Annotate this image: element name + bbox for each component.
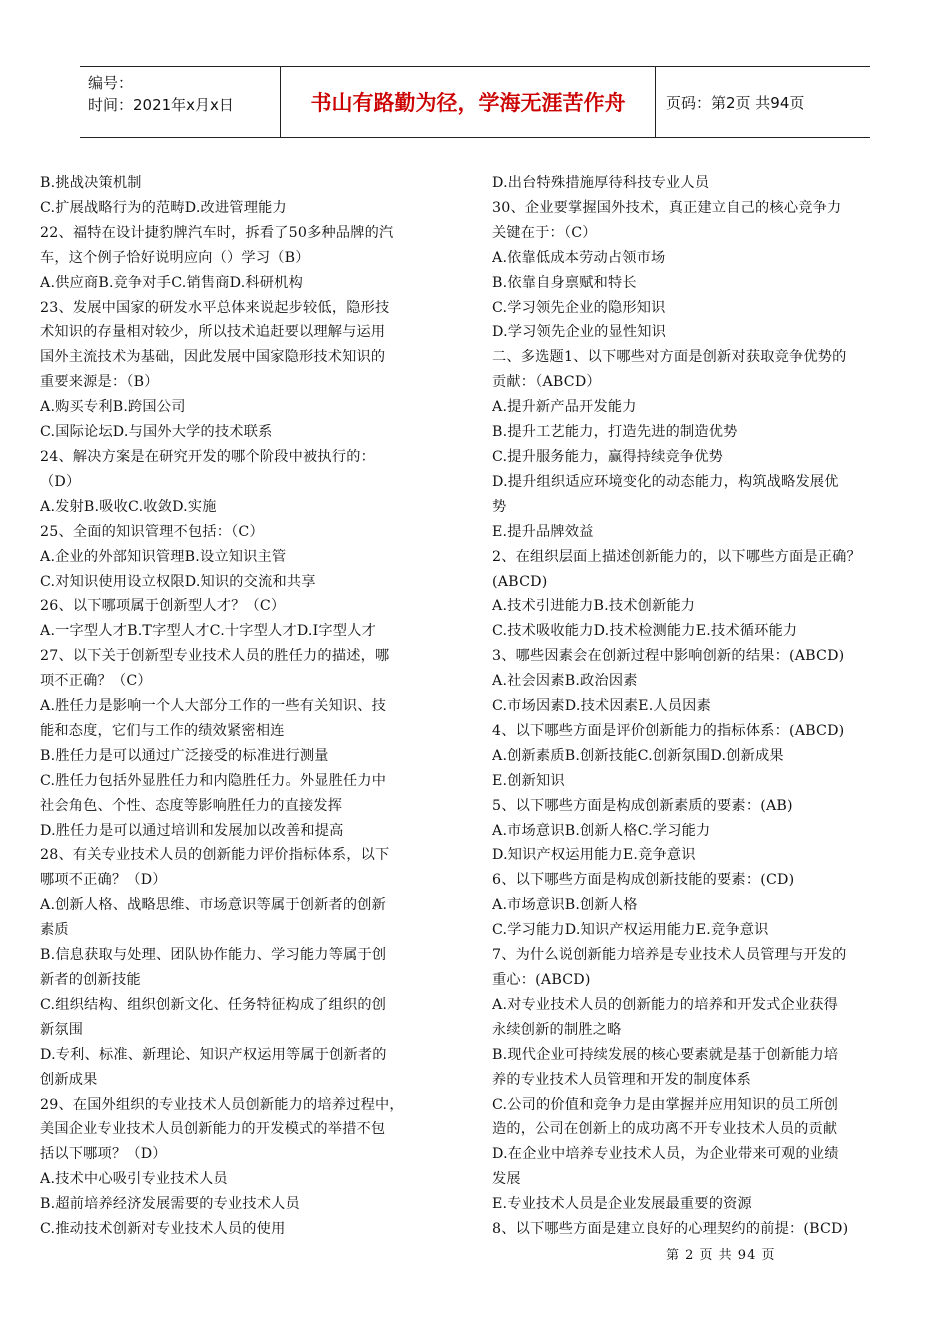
header-page-info bbox=[656, 67, 870, 137]
text-line: 5、以下哪些方面是构成创新素质的要素：(AB) bbox=[492, 797, 793, 814]
text-line: 3、哪些因素会在创新过程中影响创新的结果：(ABCD) bbox=[492, 648, 845, 665]
header-motto: 书山有路勤为径，学海无涯苦作舟 bbox=[310, 91, 626, 115]
text-line: 28、有关专业技术人员的创新能力评价指标体系，以下 bbox=[40, 847, 390, 864]
text-line: 7、为什么说创新能力培养是专业技术人员管理与开发的 bbox=[492, 947, 847, 964]
text-line: B.信息获取与处理、团队协作能力、学习能力等属于创 bbox=[40, 947, 387, 964]
text-line: D.胜任力是可以通过培训和发展加以改善和提高 bbox=[40, 822, 344, 839]
doc-number-label: 编号： bbox=[88, 74, 134, 92]
text-line: A.技术引进能力B.技术创新能力 bbox=[492, 598, 696, 615]
header-motto-cell bbox=[280, 67, 656, 137]
text-line: 6、以下哪些方面是构成创新技能的要素：(CD) bbox=[492, 872, 795, 889]
text-line: A.提升新产品开发能力 bbox=[492, 399, 637, 416]
header-info bbox=[80, 67, 280, 137]
text-line: C.市场因素D.技术因素E.人员因素 bbox=[492, 698, 711, 715]
page-header bbox=[80, 66, 870, 138]
right-column bbox=[492, 171, 914, 1242]
text-line: 创新成果 bbox=[40, 1071, 98, 1088]
page-footer: 第 2 页 共 94 页 bbox=[666, 1248, 776, 1263]
text-line: A.一字型人才B.T字型人才C.十字型人才D.I字型人才 bbox=[40, 623, 376, 640]
text-line: 势 bbox=[492, 498, 507, 515]
text-line: 8、以下哪些方面是建立良好的心理契约的前提：(BCD) bbox=[492, 1221, 849, 1238]
text-line: 贡献：（ABCD） bbox=[492, 374, 601, 391]
text-line: 哪项不正确？（D） bbox=[40, 872, 167, 889]
text-line: B.挑战决策机制 bbox=[40, 175, 142, 191]
text-line: 永续创新的制胜之略 bbox=[492, 1021, 622, 1038]
text-line: E.提升品牌效益 bbox=[492, 523, 594, 540]
text-line: A.胜任力是影响一个人大部分工作的一些有关知识、技 bbox=[40, 698, 387, 715]
text-line: （D） bbox=[40, 473, 81, 490]
text-line: 二、多选题1、以下哪些对方面是创新对获取竞争优势的 bbox=[492, 349, 847, 366]
text-line: 重要来源是：（B） bbox=[40, 374, 159, 391]
text-line: 24、解决方案是在研究开发的哪个阶段中被执行的： bbox=[40, 448, 375, 465]
text-line: 25、全面的知识管理不包括：（C） bbox=[40, 523, 264, 540]
text-line: A.发射B.吸收C.收敛D.实施 bbox=[40, 498, 217, 515]
text-line: C.扩展战略行为的范畴D.改进管理能力 bbox=[40, 199, 287, 216]
text-line: 重心：(ABCD) bbox=[492, 972, 591, 988]
text-line: 国外主流技术为基础，因此发展中国家隐形技术知识的 bbox=[40, 349, 386, 366]
text-line: 2、在组织层面上描述创新能力的，以下哪些方面是正确？ bbox=[492, 548, 861, 565]
text-line: 车，这个例子恰好说明应向（）学习（B） bbox=[40, 249, 310, 266]
text-line: 社会角色、个性、态度等影响胜任力的直接发挥 bbox=[40, 797, 343, 814]
text-line: 4、以下哪些方面是评价创新能力的指标体系：(ABCD) bbox=[492, 722, 845, 739]
text-line: 27、以下关于创新型专业技术人员的胜任力的描述，哪 bbox=[40, 648, 390, 665]
text-line: C.胜任力包括外显胜任力和内隐胜任力。外显胜任力中 bbox=[40, 772, 387, 789]
text-line: A.企业的外部知识管理B.设立知识主管 bbox=[40, 548, 287, 565]
text-line: A.市场意识B.创新人格C.学习能力 bbox=[492, 822, 711, 839]
doc-time-label: 时间：2021年x月x日 bbox=[88, 96, 234, 114]
text-line: A.对专业技术人员的创新能力的培养和开发式企业获得 bbox=[492, 996, 839, 1013]
text-line: 养的专业技术人员管理和开发的制度体系 bbox=[492, 1071, 751, 1088]
text-line: C.学习领先企业的隐形知识 bbox=[492, 299, 666, 316]
text-line: 素质 bbox=[40, 922, 69, 939]
text-line: 能和态度，它们与工作的绩效紧密相连 bbox=[40, 722, 285, 739]
text-line: A.依靠低成本劳动占领市场 bbox=[492, 249, 666, 266]
text-line: C.推动技术创新对专业技术人员的使用 bbox=[40, 1221, 286, 1238]
text-line: D.学习领先企业的显性知识 bbox=[492, 324, 667, 341]
text-line: 23、发展中国家的研发水平总体来说起步较低，隐形技 bbox=[40, 299, 390, 316]
text-line: (ABCD) bbox=[492, 573, 548, 590]
text-line: A.技术中心吸引专业技术人员 bbox=[40, 1171, 228, 1188]
text-line: D.专利、标准、新理论、知识产权运用等属于创新者的 bbox=[40, 1046, 387, 1063]
text-line: D.提升组织适应环境变化的动态能力，构筑战略发展优 bbox=[492, 473, 839, 490]
text-line: B.提升工艺能力，打造先进的制造优势 bbox=[492, 424, 738, 441]
text-line: 26、以下哪项属于创新型人才？（C） bbox=[40, 598, 286, 615]
text-line: 括以下哪项？（D） bbox=[40, 1146, 167, 1163]
text-line: E.创新知识 bbox=[492, 772, 565, 789]
text-line: B.胜任力是可以通过广泛接受的标准进行测量 bbox=[40, 747, 329, 764]
text-line: 术知识的存量相对较少，所以技术追赶要以理解与运用 bbox=[40, 324, 386, 341]
text-line: 项不正确？（C） bbox=[40, 673, 152, 690]
text-line: 新氛围 bbox=[40, 1021, 84, 1038]
text-line: C.学习能力D.知识产权运用能力E.竞争意识 bbox=[492, 922, 769, 939]
text-line: B.依靠自身禀赋和特长 bbox=[492, 274, 637, 291]
text-line: B.现代企业可持续发展的核心要素就是基于创新能力培 bbox=[492, 1046, 839, 1063]
text-line: 22、福特在设计捷豹牌汽车时，拆看了50多种品牌的汽 bbox=[40, 224, 394, 241]
text-line: 新者的创新技能 bbox=[40, 972, 141, 988]
text-line: C.对知识使用设立权限D.知识的交流和共享 bbox=[40, 573, 316, 590]
text-line: A.社会因素B.政治因素 bbox=[492, 673, 638, 690]
text-line: 发展 bbox=[492, 1171, 521, 1188]
text-line: D.知识产权运用能力E.竞争意识 bbox=[492, 847, 696, 864]
text-line: 美国企业专业技术人员创新能力的开发模式的举措不包 bbox=[40, 1121, 386, 1138]
text-line: 关键在于：（C） bbox=[492, 224, 597, 241]
header-page-label: 页码：第2页 共94页 bbox=[666, 93, 805, 112]
text-line: C.组织结构、组织创新文化、任务特征构成了组织的创 bbox=[40, 996, 387, 1013]
text-line: D.出台特殊措施厚待科技专业人员 bbox=[492, 175, 710, 191]
text-line: A.创新人格、战略思维、市场意识等属于创新者的创新 bbox=[40, 897, 387, 914]
text-line: B.超前培养经济发展需要的专业技术人员 bbox=[40, 1196, 300, 1213]
text-line: A.购买专利B.跨国公司 bbox=[40, 399, 186, 416]
text-line: A.供应商B.竞争对手C.销售商D.科研机构 bbox=[40, 274, 303, 291]
left-column bbox=[40, 171, 462, 1242]
text-line: 29、在国外组织的专业技术人员创新能力的培养过程中， bbox=[40, 1096, 404, 1113]
text-line: E.专业技术人员是企业发展最重要的资源 bbox=[492, 1196, 752, 1213]
text-line: 30、企业要掌握国外技术，真正建立自己的核心竞争力 bbox=[492, 199, 842, 216]
text-line: C.技术吸收能力D.技术检测能力E.技术循环能力 bbox=[492, 623, 798, 640]
text-line: 造的，公司在创新上的成功离不开专业技术人员的贡献 bbox=[492, 1121, 838, 1138]
text-line: D.在企业中培养专业技术人员，为企业带来可观的业绩 bbox=[492, 1146, 839, 1163]
text-line: C.提升服务能力，赢得持续竞争优势 bbox=[492, 448, 724, 465]
text-line: C.国际论坛D.与国外大学的技术联系 bbox=[40, 424, 273, 441]
text-line: A.市场意识B.创新人格 bbox=[492, 897, 638, 914]
text-line: A.创新素质B.创新技能C.创新氛围D.创新成果 bbox=[492, 747, 784, 764]
text-line: C.公司的价值和竞争力是由掌握并应用知识的员工所创 bbox=[492, 1096, 839, 1113]
